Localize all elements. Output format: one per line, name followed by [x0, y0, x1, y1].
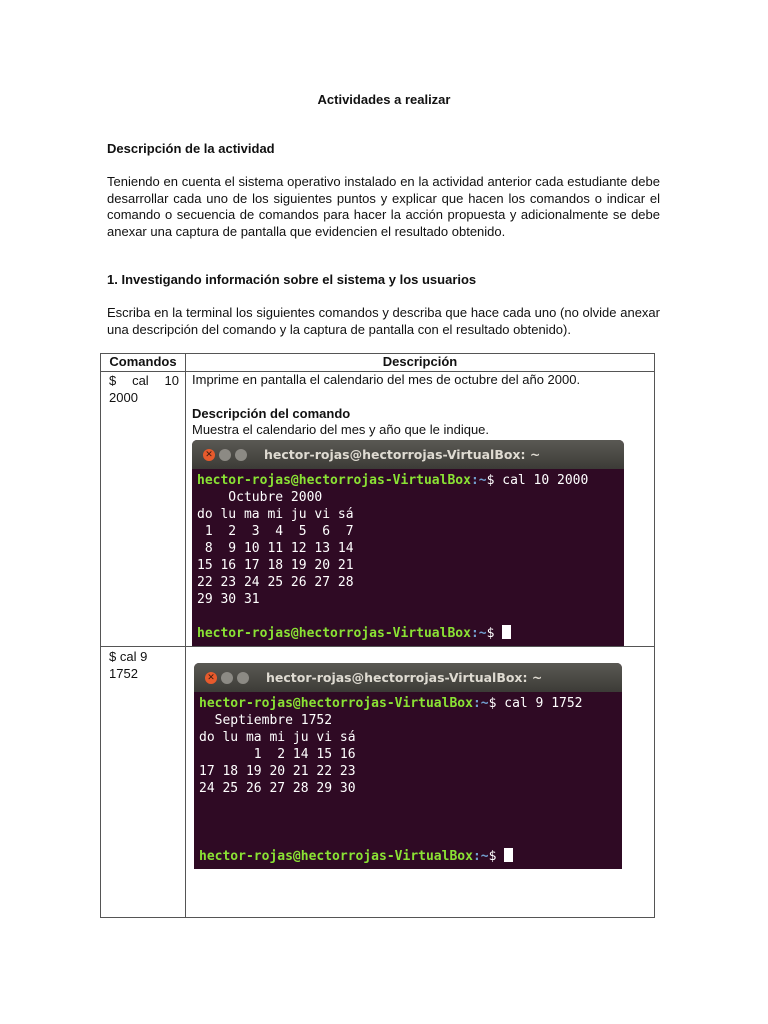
description-text: Muestra el calendario del mes y año que le indique. [192, 421, 490, 437]
maximize-icon [237, 672, 249, 684]
output-text: Imprime en pantalla el calendario del mes de octubre del año 2000. [192, 372, 581, 387]
section1-text: Escriba en la terminal los siguientes comandos y describa que hace cada uno (no olvide anexar una descripción del comando y la captura de pantalla con el resultado obtenido). [107, 305, 660, 337]
command-cell [101, 647, 186, 918]
command-text: $ cal 10 2000 [109, 373, 179, 405]
prompt-user: hector-rojas@hectorrojas-VirtualBox [199, 696, 473, 711]
maximize-icon [235, 449, 247, 461]
typed-command: $ cal 9 1752 [488, 696, 583, 711]
prompt-path: :~ [470, 473, 487, 488]
header-commands: Comandos [101, 354, 186, 372]
minimize-icon [219, 449, 231, 461]
final-prompt-symbol: $ [488, 849, 505, 864]
final-prompt-symbol: $ [486, 626, 503, 641]
close-icon: ✕ [203, 449, 215, 461]
final-prompt-user: hector-rojas@hectorrojas-VirtualBox [197, 626, 471, 641]
command-cell [101, 372, 186, 647]
commands-table [100, 353, 655, 918]
cursor-block [502, 625, 511, 639]
terminal-body [192, 469, 624, 646]
description-cell [186, 372, 655, 647]
terminal-screenshot [194, 663, 622, 869]
page-title: Actividades a realizar [317, 92, 451, 107]
description-cell [186, 647, 655, 918]
terminal-body [194, 692, 622, 869]
prompt-path: :~ [472, 696, 489, 711]
final-prompt-path: :~ [472, 849, 489, 864]
table-row [101, 647, 655, 918]
activity-heading: Descripción de la actividad [107, 141, 275, 156]
terminal-screenshot [192, 440, 624, 646]
terminal-output: Septiembre 1752 do lu ma mi ju vi sá 1 2 14 15 16 17 18 19 20 21 22 23 24 25 26 27 28 29 30 [199, 713, 356, 796]
final-prompt-path: :~ [470, 626, 487, 641]
terminal-title: hector-rojas@hectorrojas-VirtualBox: ~ [264, 447, 541, 462]
terminal-title: hector-rojas@hectorrojas-VirtualBox: ~ [266, 670, 543, 685]
close-icon: ✕ [205, 672, 217, 684]
activity-text: Teniendo en cuenta el sistema operativo instalado en la actividad anterior cada estudiante debe desarrollar cada uno de los siguientes puntos y explicar que hacen los comandos o indicar el comando o secuencia de comandos para hacer la acción propuesta y adicionalmente se debe anexar una captura de pantalla que evidencien el resultado obtenido. [107, 174, 660, 239]
header-description: Descripción [186, 354, 655, 372]
table-header-row [101, 354, 655, 372]
command-text: $ cal 9 1752 [109, 649, 148, 681]
terminal-titlebar [192, 440, 624, 469]
prompt-user: hector-rojas@hectorrojas-VirtualBox [197, 473, 471, 488]
table-row [101, 372, 655, 647]
typed-command: $ cal 10 2000 [486, 473, 589, 488]
terminal-titlebar [194, 663, 622, 692]
final-prompt-user: hector-rojas@hectorrojas-VirtualBox [199, 849, 473, 864]
minimize-icon [221, 672, 233, 684]
cursor-block [504, 848, 513, 862]
description-heading: Descripción del comando [192, 405, 351, 421]
section1-heading: 1. Investigando información sobre el sistema y los usuarios [107, 272, 477, 287]
terminal-output: Octubre 2000 do lu ma mi ju vi sá 1 2 3 4 5 6 7 8 9 10 11 12 13 14 15 16 17 18 19 20 21 22 23 24 25 26 27 28 29 30 31 [197, 490, 354, 607]
